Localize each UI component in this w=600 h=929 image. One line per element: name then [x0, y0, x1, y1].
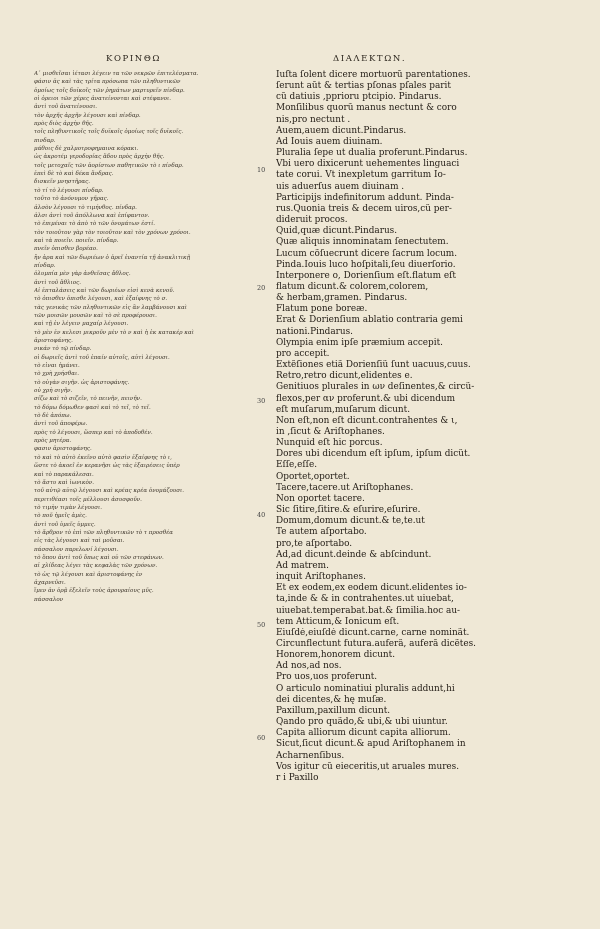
latin-text-line: Non eſt,non eſt dicunt.contrahentes & ι,	[276, 415, 458, 426]
greek-text-line: ἀλσι ἀντὶ τοῦ ἀπόλλωνα καὶ ἐπίφαντον.	[34, 212, 150, 219]
greek-text-line: ἢν ἀρα καὶ τῶν δωριέων ὁ ἀρεῖ ἐναντία τῇ ἀνακλιτικῇ	[34, 254, 191, 261]
greek-text-line: ὁμοίως τοῖς δυϊκοῖς τῶν ῥημάτων μαρτυρεῖν πίνδαρ.	[34, 87, 185, 94]
greek-text-line: πινδαρ.	[34, 137, 56, 144]
latin-text-line: dei dicentes,& hę muſæ.	[276, 694, 387, 705]
greek-text-line: τοῦ αὐτῷ αὐτῷ λέγουσι καὶ κρέας κρέα ὀνομάζουσι.	[34, 488, 185, 495]
latin-text-line: Auem,auem dicunt.Pindarus.	[276, 125, 407, 136]
latin-text-line: Iuſta ſolent dicere mortuorũ parentationes.	[276, 70, 471, 80]
latin-text-line: Et ex eodem,ex eodem dicunt.elidentes io-	[276, 583, 467, 594]
margin-line-number: 30	[257, 397, 266, 405]
latin-text-line: Pro uos,uos proferunt.	[276, 672, 378, 683]
latin-text-line: Domum,domum dicunt.& te,te.ut	[276, 516, 425, 527]
greek-text-line: οἱ ὀρειοι τῶν χέρες ἀνατείνονται καὶ στέφανοι.	[34, 96, 171, 103]
latin-text-line: r i Paxillo	[276, 772, 319, 783]
latin-text-line: dideruit procos.	[276, 215, 348, 226]
latin-text-line: Circunflectunt futura.auferã, auferã dicẽtes.	[276, 638, 476, 649]
latin-text-line: nis,pro nectunt .	[276, 114, 351, 125]
latin-text-line: Ad,ad dicunt.deinde & abſcindunt.	[276, 549, 432, 560]
margin-line-number: 60	[257, 734, 266, 742]
greek-text-line: τὸ ὀπισθεν ὀπισθε λέγουσι, καὶ ἐξαίφνης τὸ σ.	[34, 296, 168, 303]
greek-text-line: τὸ ἐπιμέναι τὸ ἀπὸ τὸ τῶν ὀνομάτων ἐστί.	[34, 221, 156, 228]
greek-text-line: μάθοις δὲ χαλμοτροφημαινα κόρακι.	[34, 146, 139, 153]
latin-text-line: tem Atticum,& Ionicum eſt.	[276, 616, 400, 627]
greek-text-line: πνεῖν ὀπισθεν βορέαο.	[34, 246, 98, 253]
greek-text-line: ἀντὶ τοῦ ὑμεῖς ὑμμες.	[34, 521, 96, 528]
greek-column	[34, 70, 266, 604]
latin-text-line: Ad nos,ad nos.	[276, 661, 342, 672]
greek-text-line: τὸν ἀρχῆς ἀρχῆν λέγουσι καὶ πίνδαρ.	[34, 112, 141, 119]
greek-text-line: οὐ χρὴ σιγῆν.	[34, 388, 73, 395]
greek-text-line: νικάν τὸ τῷ πίνδαρ.	[34, 346, 92, 353]
latin-column	[276, 70, 498, 784]
latin-text-line: Participijs indefinitorum addunt. Pinda-	[276, 192, 454, 203]
latin-text-line: Vbi uero dixicerunt uehementes linguaci	[276, 159, 460, 170]
latin-text-line: Pluralia ſepe ut dualia proferunt.Pindarus.	[276, 148, 468, 159]
greek-text-line: ὡς ἀκροτέμ γεροδορίας ἄδου πρὸς ἀρχὴν θῆς.	[34, 154, 165, 161]
greek-text-line: Α᾽ μισθεῖσαι ἱέτασι λέγειν τα τῶν νεκρῶν ἐπιτελέσματα.	[34, 71, 199, 77]
greek-text-line: πρὸς τὸ λέγουσι, ὥσπερ καὶ τὸ ἀποδοθέν.	[34, 429, 153, 436]
greek-text-line: πάσσαλον	[34, 596, 64, 603]
latin-text-line: Te autem aſportabo.	[276, 527, 367, 538]
greek-text-line: αἱ χλίδεας λέγει τὰς κεφαλὰς τῶν χρόνων.	[34, 563, 158, 570]
latin-text-line: Ad matrem.	[276, 560, 329, 571]
greek-text-line: ὀλυμπία μὲν γὰρ ἀνθεῖσας ἄθλος.	[34, 271, 131, 278]
latin-text-line: Olympia enim ipſe præmium accepit.	[276, 337, 443, 348]
greek-text-line: Αἱ ἐπταλάσεις καὶ τῶν δωριέων εἰσὶ κενὰ κενοῦ.	[34, 287, 175, 294]
latin-text-line: Erat & Dorienſium ablatio contraria gemi	[276, 315, 463, 326]
latin-text-line: pro accepit.	[276, 348, 330, 359]
greek-text-line: τὸ δὲ ἀπόπω.	[34, 413, 72, 420]
greek-text-line: ὥστε τὸ ἀκοεῖ ἐν κερανῆσι ὡς τὰς ἐξαιρέσεις ὑπὲρ	[34, 463, 180, 470]
latin-text-line: eſt muſarum,muſarum dicunt.	[276, 404, 411, 415]
latin-text-line: Vos igitur cũ eieceritis,ut aruales mures.	[276, 761, 460, 772]
greek-text-line: τὸ τί τὸ λέγουσι πίνδαρ.	[34, 187, 104, 194]
greek-text-line: τὸ ἄστυ καὶ ἰωνικὸν.	[34, 479, 95, 486]
latin-text-line: Non oportet tacere.	[276, 493, 365, 504]
margin-line-number: 50	[257, 621, 266, 629]
latin-text-line: O articulo nominatiui pluralis addunt,hi	[276, 683, 455, 694]
greek-text-line: φασιν ἀριστοφάνης.	[34, 446, 92, 453]
latin-text-line: Oportet,oportet.	[276, 471, 350, 482]
greek-text-line: τὸ μὲν ἐν κελεσι μικροῦν μὲν τὸ ν καὶ ἡ ἐκ κατακέρ καὶ	[34, 329, 194, 336]
latin-text-line: flexos,per αν proferunt.& ubi dicendum	[276, 393, 456, 404]
latin-text-line: pro,te aſportabo.	[276, 538, 353, 549]
latin-text-line: nationi.Pindarus.	[276, 326, 353, 337]
latin-text-line: Nunquid eſt hic porcus.	[276, 438, 383, 449]
latin-text-line: uis aduerſus auem diuinam .	[276, 181, 405, 192]
latin-text-line: Interponere o, Dorienſium eſt.flatum eſt	[276, 270, 456, 281]
latin-text-line: Capita alliorum dicunt capita alliorum.	[276, 728, 451, 739]
latin-text-line: ta,inde & & in contrahentes.ut uiuebat,	[276, 594, 454, 605]
greek-text-line: τὸ τιμὴν τιμὰν λέγουσι.	[34, 504, 103, 511]
latin-text-line: ſerunt aũt & tertias pſonas pſales parit	[276, 81, 451, 92]
greek-text-line: τὸ καὶ τὸ αὐτὸ ἐκεῖνο αὐτὸ φασὶν ἐξαίφνης τὸ ι,	[34, 454, 172, 461]
latin-text-line: Tacere,tacere.ut Ariſtophanes.	[276, 482, 414, 493]
latin-text-line: Quid,quæ dicunt.Pindarus.	[276, 226, 398, 237]
greek-text-line: πρὸς διὸς ἀρχὴν θῆς.	[34, 121, 94, 128]
latin-text-line: Sicut,ſicut dicunt.& apud Ariſtophanem in	[276, 739, 466, 750]
greek-text-line: καὶ τὸ παρακάλεσαι.	[34, 471, 94, 478]
latin-text-line: & herbam,gramen. Pindarus.	[276, 293, 408, 304]
greek-text-line: δισκεῖν μνηστῆρας.	[34, 179, 91, 186]
greek-text-line: οἱ δωριεῖς ἀντὶ τοῦ ἐπαίν αὐτοῖς, αὐτὶ λέγουσι.	[34, 354, 170, 361]
latin-text-line: Genitiuos plurales in ων deſinentes,& circũ-	[276, 382, 475, 393]
latin-text-line: Acharnenſibus.	[276, 750, 345, 761]
latin-text-line: Retro,retro dicunt,elidentes e.	[276, 371, 413, 382]
latin-text-line: Eiuſdé,eiuſdé dicunt.carne, carne nominãt.	[276, 627, 470, 638]
greek-text-line: πρὸς μητέρα.	[34, 438, 72, 445]
greek-text-line: σίζω καὶ τὸ σιζεῖν, τὸ πεινῆν, πεινῆν.	[34, 396, 142, 403]
greek-text-line: καὶ τὰ ποιεῖν. ποιεῖν. πίνδαρ.	[34, 237, 119, 244]
latin-text-line: Flatum pone boreæ.	[276, 304, 368, 315]
greek-text-line: τὸ ποῦ ἡμεῖς ἁμὲς.	[34, 513, 87, 520]
latin-text-line: tate corui. Vt inexpletum garritum Io-	[276, 170, 446, 181]
greek-text-line: τὸ εἶναι ἠμάνει.	[34, 363, 80, 370]
latin-text-line: Qando pro quãdo,& ubi,& ubi uiuntur.	[276, 717, 448, 728]
margin-line-number: 20	[257, 284, 266, 292]
greek-text-line: ἴμεν ἀν ὁρᾷ ἐξελεῖν τοὺς ἀρουραίους μῦς.	[34, 588, 154, 595]
latin-text-line: Quæ aliquis innominatam ſenectutem.	[276, 237, 449, 248]
greek-text-line: τὸ οὐγὰν σιγῆν. ὡς ἀριστοφάνης.	[34, 379, 130, 386]
greek-text-line: τὸ ὡς τῷ λέγουσι καὶ ἀριστοφάνης ἐν	[34, 571, 143, 578]
latin-text-line: flatum dicunt.& colorem,colorem,	[276, 281, 429, 292]
margin-line-number: 10	[257, 166, 266, 174]
greek-text-line: εἰς τὰς λέγουσι καὶ ταὶ μοῦσαι.	[34, 538, 125, 545]
running-header-greek: ΚΟΡΙΝΘΩ	[106, 54, 162, 64]
greek-text-line: τὰς γενικὰς τῶν πληθυντικῶν εἰς ἂν λαμβάνουσι καὶ	[34, 304, 187, 311]
latin-text-line: cũ datiuis ,pprioru ptcipio. Pindarus.	[276, 92, 442, 103]
greek-text-line: φάσιν ἀς καὶ τὰς τρίτα πρόσωπα τῶν πληθυντικῶν	[34, 79, 181, 86]
latin-text-line: Monſilibus quorũ manus nectunt & coro	[276, 103, 457, 114]
latin-text-line: Extẽſiones etiã Dorienſiũ ſunt uacuus,cuus.	[276, 360, 471, 371]
greek-text-line: τὸ ἄρθρον τὸ ἐπὶ τῶν πληθυντικῶν τὸ τ προσθέα	[34, 529, 174, 536]
greek-text-line: ἀντὶ τοῦ ἀνατείνουσι.	[34, 104, 98, 111]
greek-text-line: πίνδαρ.	[34, 262, 56, 269]
latin-text-line: uiuebat.temperabat.bat.& ſimilia.hoc au-	[276, 605, 461, 616]
greek-text-line: περιτιθέασι τοῖς μέλλουσι ἀσυσφοῦν.	[34, 496, 142, 503]
latin-text-line: Honorem,honorem dicunt.	[276, 650, 396, 661]
margin-line-number: 40	[257, 511, 266, 519]
greek-text-line: τὸ χρὴ χρήσθαι.	[34, 371, 80, 378]
latin-text-line: Pinda.Iouis luco hoſpitali,ſeu diuerſorio.	[276, 259, 456, 270]
latin-text-line: Sic ſitire,ſitire.& eſurire,eſurire.	[276, 505, 421, 516]
latin-text-line: rus.Quonia treis & decem uiros,cũ per-	[276, 203, 452, 214]
greek-text-line: ἐπεὶ δὲ τὸ καὶ δέκα ἄνδρας.	[34, 171, 114, 178]
running-header-latin: ΔΙΑΛΕΚΤΩΝ.	[333, 54, 407, 64]
latin-text-line: in ,ſicut & Ariſtophanes.	[276, 427, 385, 437]
latin-text-line: Dores ubi dicendum eſt ipſum, ipſum dicũt.	[276, 449, 471, 460]
greek-text-line: τοῦτο τὸ ἀνόνυμον γῆρας.	[34, 196, 109, 203]
greek-text-line: τοῖς μετοχαῖς τῶν ἀορίστων παθητικῶν τὸ ι πίνδαρ.	[34, 162, 184, 169]
greek-text-line: τὸ δόμω δόμωθεν φασὶ καὶ τὸ τεῖ, τὸ τεῖ.	[34, 404, 151, 411]
greek-text-line: ἀριστοφάνης.	[34, 338, 73, 344]
greek-text-line: ἀντὶ τοῦ ἄθλιος.	[34, 279, 82, 286]
latin-text-line: Ad Iouis auem diuinam.	[276, 136, 383, 147]
greek-text-line: ἀλσὸν λέγουσι τὸ τιμήνθος. πίνδαρ.	[34, 204, 137, 211]
greek-text-line: τοῖς πληθυντικοῖς τοῖς δυϊκοῖς ὁμοίως τοῖς δυϊκοῖς.	[34, 129, 184, 136]
greek-text-line: ἀντὶ τοῦ ἀποφέρω.	[34, 421, 88, 428]
greek-text-line: καὶ τῇ ἐν λέγειν μαχαίρ λέγουσι.	[34, 321, 129, 328]
latin-text-line: Eſſe,eſſe.	[276, 460, 318, 471]
greek-text-line: πάσσαλον παρελωνί λέγουσι.	[34, 546, 119, 553]
latin-text-line: inquit Ariſtophanes.	[276, 572, 366, 583]
latin-text-line: Lucum cõſuecrunt dicere ſacrum locum.	[276, 248, 458, 259]
greek-text-line: τὸν τοιοῦτον γὰρ τὸν τοιοῦτον καὶ τὸν χρόνων χρόνοι.	[34, 229, 191, 236]
greek-text-line: τῶν μοισῶν μουσῶν καὶ τὸ σὲ προφέρουσι.	[34, 312, 157, 319]
greek-text-line: ἀχαρνεῦσι.	[34, 579, 66, 586]
latin-text-line: Paxillum,paxillum dicunt.	[276, 705, 391, 716]
greek-text-line: τὸ ὅπου ἀντὶ τοῦ ὅπως καὶ οὐ τῶν στεφάνων.	[34, 554, 164, 561]
